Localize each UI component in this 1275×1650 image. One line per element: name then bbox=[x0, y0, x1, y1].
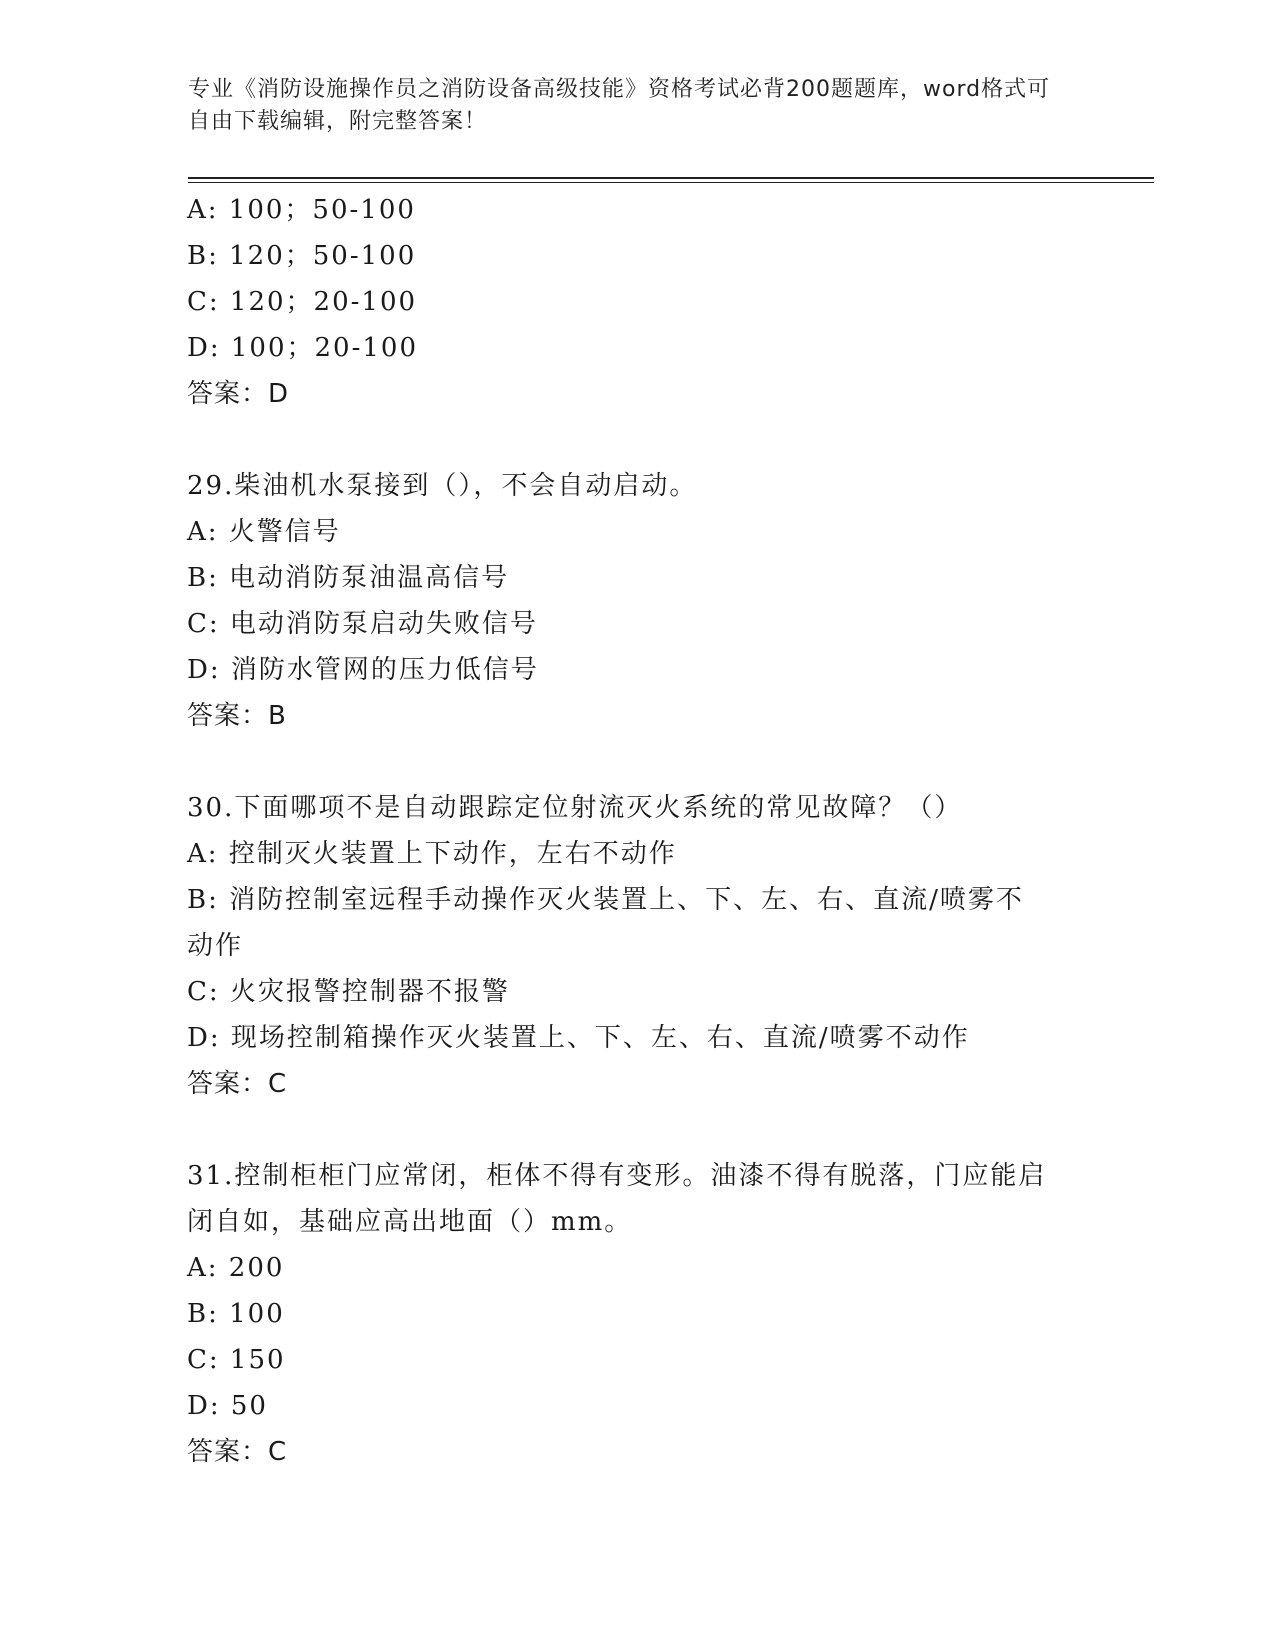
question-block-30 bbox=[187, 785, 1087, 1107]
option-a: A: 200 bbox=[187, 1253, 285, 1283]
question-stem: 29.柴油机水泵接到（），不会自动启动。 bbox=[187, 471, 698, 501]
answer: 答案：D bbox=[187, 379, 290, 409]
option-d: D: 50 bbox=[187, 1391, 268, 1421]
answer: 答案：C bbox=[187, 1437, 288, 1467]
option-a: A: 控制灭火装置上下动作，左右不动作 bbox=[187, 839, 677, 869]
option-c: C: 150 bbox=[187, 1345, 286, 1375]
answer: 答案：C bbox=[187, 1069, 288, 1099]
option-b: B: 电动消防泵油温高信号 bbox=[187, 563, 510, 593]
option-a: A: 火警信号 bbox=[187, 517, 341, 547]
option-b: B: 100 bbox=[187, 1299, 285, 1329]
option-b: B: 120；50-100 bbox=[187, 241, 417, 271]
question-list bbox=[187, 187, 1087, 1475]
option-c: C: 火灾报警控制器不报警 bbox=[187, 977, 510, 1007]
option-c: C: 120；20-100 bbox=[187, 287, 418, 317]
header-divider-thin bbox=[188, 182, 1154, 183]
option-a: A: 100；50-100 bbox=[187, 195, 416, 225]
option-b: B: 消防控制室远程手动操作灭火装置上、下、左、右、直流/喷雾不动作 bbox=[187, 885, 1024, 961]
question-block-28 bbox=[187, 187, 1087, 417]
option-d: D: 消防水管网的压力低信号 bbox=[187, 655, 539, 685]
question-block-31 bbox=[187, 1153, 1087, 1475]
answer: 答案：B bbox=[187, 701, 287, 731]
question-block-29 bbox=[187, 463, 1087, 739]
question-stem: 31.控制柜柜门应常闭，柜体不得有变形。油漆不得有脱落，门应能启闭自如，基础应高出地面（）mm。 bbox=[187, 1161, 1047, 1237]
header-divider bbox=[188, 177, 1154, 179]
document-header: 专业《消防设施操作员之消防设备高级技能》资格考试必背200题题库，word格式可自由下载编辑，附完整答案！ bbox=[188, 77, 1051, 134]
spacer bbox=[187, 417, 1087, 463]
option-c: C: 电动消防泵启动失败信号 bbox=[187, 609, 538, 639]
spacer bbox=[187, 739, 1087, 785]
option-d: D: 现场控制箱操作灭火装置上、下、左、右、直流/喷雾不动作 bbox=[187, 1023, 970, 1053]
question-stem: 30.下面哪项不是自动跟踪定位射流灭火系统的常见故障？（） bbox=[187, 793, 963, 823]
spacer bbox=[187, 1107, 1087, 1153]
option-d: D: 100；20-100 bbox=[187, 333, 418, 363]
